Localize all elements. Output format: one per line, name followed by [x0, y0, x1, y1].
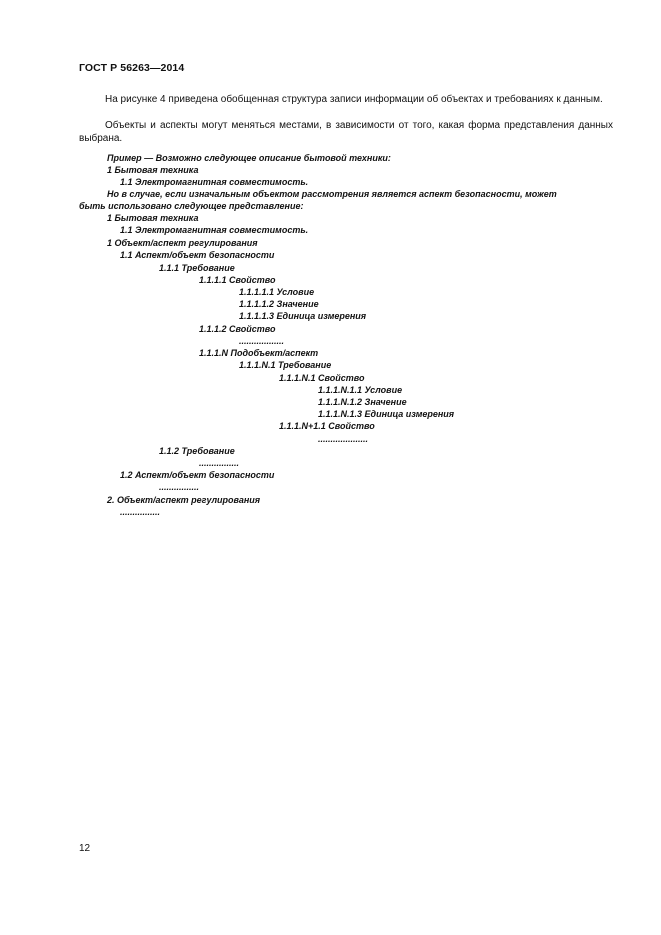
- example-line: 1.1.2 Требование: [159, 446, 235, 456]
- example-line: 1.1.1.N.1.2 Значение: [318, 397, 407, 407]
- example-line: 1.1.1.N+1.1 Свойство: [279, 421, 375, 431]
- example-ellipsis: ....................: [318, 434, 369, 444]
- example-line: 1.1.1.1.3 Единица измерения: [239, 311, 367, 321]
- example-line: 1.1.1 Требование: [159, 263, 235, 273]
- example-line: 1.1.1.1.2 Значение: [239, 299, 319, 309]
- body-paragraph-1: [79, 94, 613, 107]
- example-line: 1.1.1.2 Свойство: [199, 324, 276, 334]
- example-line: 1.1.1.N.1 Требование: [239, 360, 332, 370]
- example-line: 1.1.1.1.1 Условие: [239, 287, 315, 297]
- example-line: 1.1 Электромагнитная совместимость.: [120, 177, 309, 187]
- example-line: 1.1.1.N.1.3 Единица измерения: [318, 409, 455, 419]
- example-line: 1 Объект/аспект регулирования: [107, 238, 258, 248]
- example-line: 2. Объект/аспект регулирования: [107, 495, 261, 505]
- example-note-line-2: быть использовано следующее представление:: [79, 201, 304, 211]
- example-note-line-1: Но в случае, если изначальным объектом рассмотрения является аспект безопасности, может: [107, 189, 557, 199]
- example-ellipsis: ................: [120, 507, 161, 517]
- example-ellipsis: ................: [159, 482, 200, 492]
- example-line: 1 Бытовая техника: [107, 165, 199, 175]
- example-intro: Пример — Возможно следующее описание бытовой техники:: [107, 153, 391, 163]
- example-ellipsis: ................: [199, 458, 240, 468]
- example-line: 1.1.1.N Подобъект/аспект: [199, 348, 319, 358]
- body-paragraph-2-text: Объекты и аспекты могут меняться местами, в зависимости от того, какая форма представления данных выбрана.: [79, 120, 613, 144]
- example-line: 1.1.1.N.1.1 Условие: [318, 385, 403, 395]
- example-line: 1 Бытовая техника: [107, 213, 199, 223]
- page-number: 12: [79, 843, 91, 854]
- example-line: 1.2 Аспект/объект безопасности: [120, 470, 275, 480]
- document-header: ГОСТ Р 56263—2014: [79, 62, 185, 74]
- example-line: 1.1.1.1 Свойство: [199, 275, 276, 285]
- body-paragraph-1-text: На рисунке 4 приведена обобщенная структура записи информации об объектах и требованиях к данным.: [105, 94, 603, 105]
- example-line: 1.1 Электромагнитная совместимость.: [120, 225, 309, 235]
- example-line: 1.1 Аспект/объект безопасности: [120, 250, 275, 260]
- example-line: 1.1.1.N.1 Свойство: [279, 373, 365, 383]
- example-ellipsis: ..................: [239, 336, 285, 346]
- body-paragraph-2: [79, 120, 613, 145]
